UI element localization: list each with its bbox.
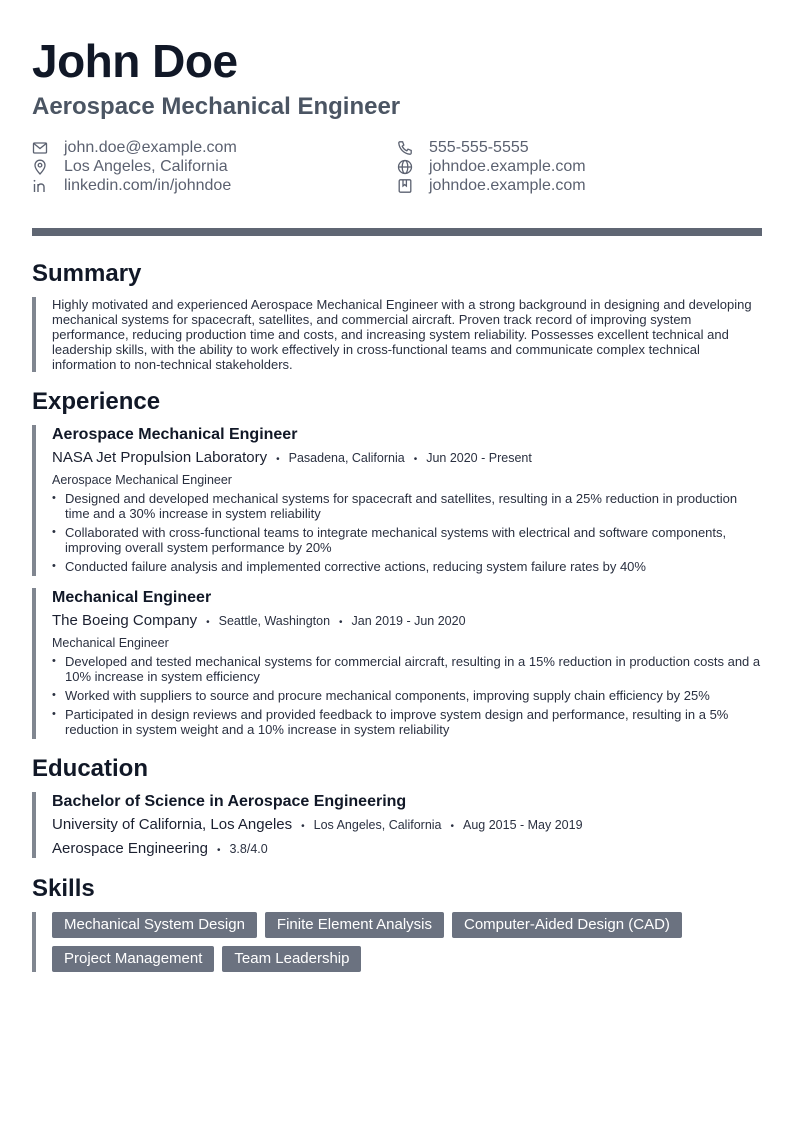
phone-text: 555-555-5555	[429, 138, 529, 156]
contact-website[interactable]	[397, 157, 586, 176]
job-company: NASA Jet Propulsion Laboratory	[52, 449, 268, 466]
education-meta	[52, 815, 762, 837]
job-meta	[52, 448, 762, 470]
section-title-experience: Experience	[32, 388, 161, 415]
job-meta	[52, 611, 762, 633]
globe-icon	[397, 159, 413, 175]
contact-phone[interactable]	[397, 138, 529, 157]
skill-chip: Project Management	[52, 946, 214, 972]
separator-dot: •	[276, 454, 280, 465]
skill-chip: Mechanical System Design	[52, 912, 257, 938]
job-role: Mechanical Engineer	[52, 636, 169, 650]
skills-block	[32, 912, 762, 972]
summary-block	[32, 297, 762, 372]
job-location: Pasadena, California	[288, 451, 405, 465]
education-dates: Aug 2015 - May 2019	[463, 818, 583, 832]
list-item: • Developed and tested mechanical systems for commercial aircraft, resulting in a 15% reduction in production costs and a 10% increase in system efficiency	[52, 654, 762, 684]
list-item: • Worked with suppliers to source and procure mechanical components, improving supply chain efficiency by 25%	[52, 688, 762, 703]
skill-chip: Computer-Aided Design (CAD)	[452, 912, 682, 938]
linkedin-icon	[32, 178, 48, 194]
location-pin-icon	[32, 159, 48, 175]
mail-icon	[32, 140, 48, 156]
education-degree: Bachelor of Science in Aerospace Engineering	[52, 793, 407, 810]
job-role: Aerospace Mechanical Engineer	[52, 473, 232, 487]
portfolio-text: johndoe.example.com	[429, 176, 586, 194]
contact-portfolio[interactable]	[397, 176, 586, 195]
separator-dot: •	[301, 821, 305, 832]
section-title-education: Education	[32, 755, 149, 782]
contact-email[interactable]	[32, 138, 237, 157]
education-item	[32, 792, 762, 858]
list-item: • Participated in design reviews and provided feedback to improve system design and performance, resulting in a 5% reduction in system weight and a 10% increase in system reliability	[52, 707, 762, 737]
list-item: • Conducted failure analysis and implemented corrective actions, reducing system failure rates by 40%	[52, 559, 762, 574]
contact-linkedin[interactable]	[32, 176, 231, 195]
job-dates: Jan 2019 - Jun 2020	[351, 614, 466, 628]
candidate-headline: Aerospace Mechanical Engineer	[32, 93, 401, 120]
job-position: Aerospace Mechanical Engineer	[52, 426, 298, 443]
linkedin-text: linkedin.com/in/johndoe	[64, 176, 232, 194]
job-company: The Boeing Company	[52, 612, 198, 629]
website-text: johndoe.example.com	[429, 157, 586, 175]
experience-item	[32, 588, 762, 739]
job-dates: Jun 2020 - Present	[426, 451, 532, 465]
phone-icon	[397, 140, 413, 156]
job-location: Seattle, Washington	[218, 614, 331, 628]
education-location: Los Angeles, California	[313, 818, 442, 832]
bookmark-icon	[397, 178, 413, 194]
education-detail	[52, 839, 762, 861]
separator-dot: •	[339, 617, 343, 628]
email-text: john.doe@example.com	[64, 138, 237, 156]
contact-location	[32, 157, 228, 176]
job-position: Mechanical Engineer	[52, 589, 212, 606]
summary-text: Highly motivated and experienced Aerospace Mechanical Engineer with a strong background in designing and developing mechanical systems for spacecraft, satellites, and commercial aircraft. Proven track record of improving system performance, reducing production time and costs, and increasing system reliability. Possesses excellent technical and leadership skills, with the ability to work effectively in cross-functional teams and communicate complex technical information to non-technical stakeholders.	[52, 297, 752, 372]
header-divider	[32, 228, 762, 236]
skill-chip: Team Leadership	[222, 946, 361, 972]
section-title-skills: Skills	[32, 875, 95, 902]
separator-dot: •	[216, 845, 221, 856]
list-item: • Collaborated with cross-functional teams to integrate mechanical systems with electrical and software components, improving overall system performance by 20%	[52, 525, 762, 555]
job-bullets	[52, 491, 762, 574]
location-text: Los Angeles, California	[64, 157, 228, 175]
candidate-name: John Doe	[32, 35, 238, 87]
list-item: • Designed and developed mechanical systems for spacecraft and satellites, resulting in a 25% reduction in production time and a 30% increase in system reliability	[52, 491, 762, 521]
experience-item	[32, 425, 762, 576]
section-title-summary: Summary	[32, 260, 142, 287]
education-field: Aerospace Engineering	[52, 840, 208, 857]
skill-chip: Finite Element Analysis	[265, 912, 444, 938]
separator-dot: •	[450, 821, 455, 832]
job-bullets	[52, 654, 762, 737]
skills-list	[52, 912, 752, 972]
education-gpa: 3.8/4.0	[229, 842, 268, 856]
separator-dot: •	[206, 617, 210, 628]
education-school: University of California, Los Angeles	[52, 816, 293, 833]
separator-dot: •	[413, 454, 418, 465]
